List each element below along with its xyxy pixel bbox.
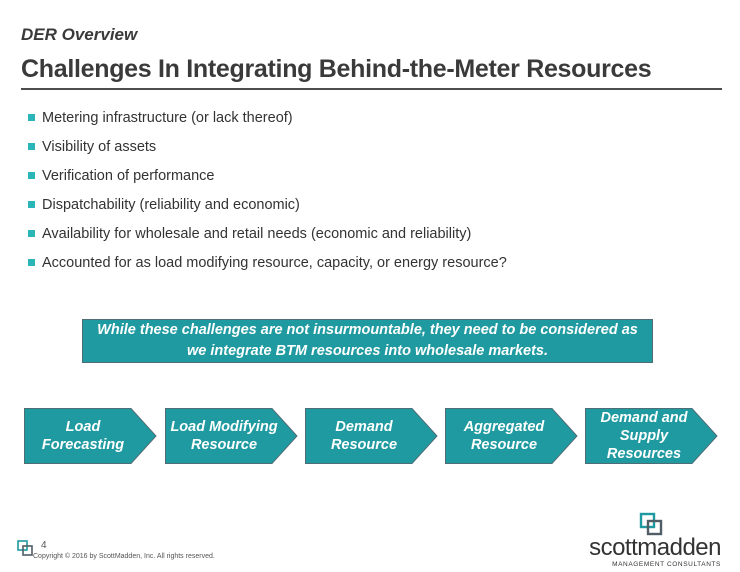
- list-item: [28, 253, 507, 282]
- list-item-text: Metering infrastructure (or lack thereof): [42, 110, 293, 126]
- flow-step-line: Demand and: [600, 410, 688, 426]
- page-title: Challenges In Integrating Behind-the-Meter Resources: [21, 55, 652, 83]
- flow-step-line: Supply: [619, 428, 669, 444]
- brand-tagline: MANAGEMENT CONSULTANTS: [612, 561, 721, 568]
- flow-step-line: Demand: [335, 419, 393, 435]
- copyright-notice: Copyright © 2016 by ScottMadden, Inc. All rights reserved.: [33, 553, 215, 560]
- flow-step-line: Resource: [330, 437, 398, 453]
- bullet-square-icon: [28, 172, 35, 179]
- flow-step-line: Forecasting: [41, 437, 125, 453]
- flow-step-line: Load: [65, 419, 101, 435]
- bullet-square-icon: [28, 143, 35, 150]
- flow-step-line: Resources: [606, 446, 682, 462]
- list-item: [28, 108, 507, 137]
- flow-step-line: Resource: [470, 437, 538, 453]
- list-item-text: Availability for wholesale and retail needs (economic and reliability): [42, 226, 472, 242]
- flow-step-line: Load Modifying: [170, 419, 278, 435]
- flow-step-demand-resource: [305, 408, 438, 464]
- callout-line-1: While these challenges are not insurmountable, they need to be considered as: [97, 322, 638, 338]
- list-item: [28, 166, 507, 195]
- bullet-square-icon: [28, 114, 35, 121]
- list-item-text: Visibility of assets: [42, 139, 157, 155]
- scottmadden-small-logo-icon: [17, 540, 33, 556]
- list-item: [28, 137, 507, 166]
- callout-box: [82, 319, 653, 363]
- list-item-text: Verification of performance: [42, 168, 215, 184]
- list-item: [28, 195, 507, 224]
- bullet-square-icon: [28, 201, 35, 208]
- bullet-square-icon: [28, 259, 35, 266]
- flow-step-demand-supply-resources: [585, 408, 718, 464]
- challenge-list: [28, 108, 507, 282]
- scottmadden-logo-icon: [639, 512, 663, 536]
- title-divider: [21, 88, 722, 90]
- brand-logo: [589, 512, 721, 568]
- flow-step-aggregated-resource: [445, 408, 578, 464]
- brand-name: scottmadden: [589, 534, 721, 561]
- section-label: DER Overview: [21, 25, 138, 44]
- page-number: 4: [41, 540, 47, 551]
- flow-step-load-forecasting: [24, 408, 157, 464]
- flow-step-line: Resource: [190, 437, 258, 453]
- callout-line-2: we integrate BTM resources into wholesale markets.: [186, 343, 548, 359]
- flow-step-line: Aggregated: [463, 419, 545, 435]
- flow-step-load-modifying-resource: [165, 408, 298, 464]
- list-item-text: Accounted for as load modifying resource, capacity, or energy resource?: [42, 255, 507, 271]
- list-item-text: Dispatchability (reliability and economic): [42, 197, 300, 213]
- list-item: [28, 224, 507, 253]
- bullet-square-icon: [28, 230, 35, 237]
